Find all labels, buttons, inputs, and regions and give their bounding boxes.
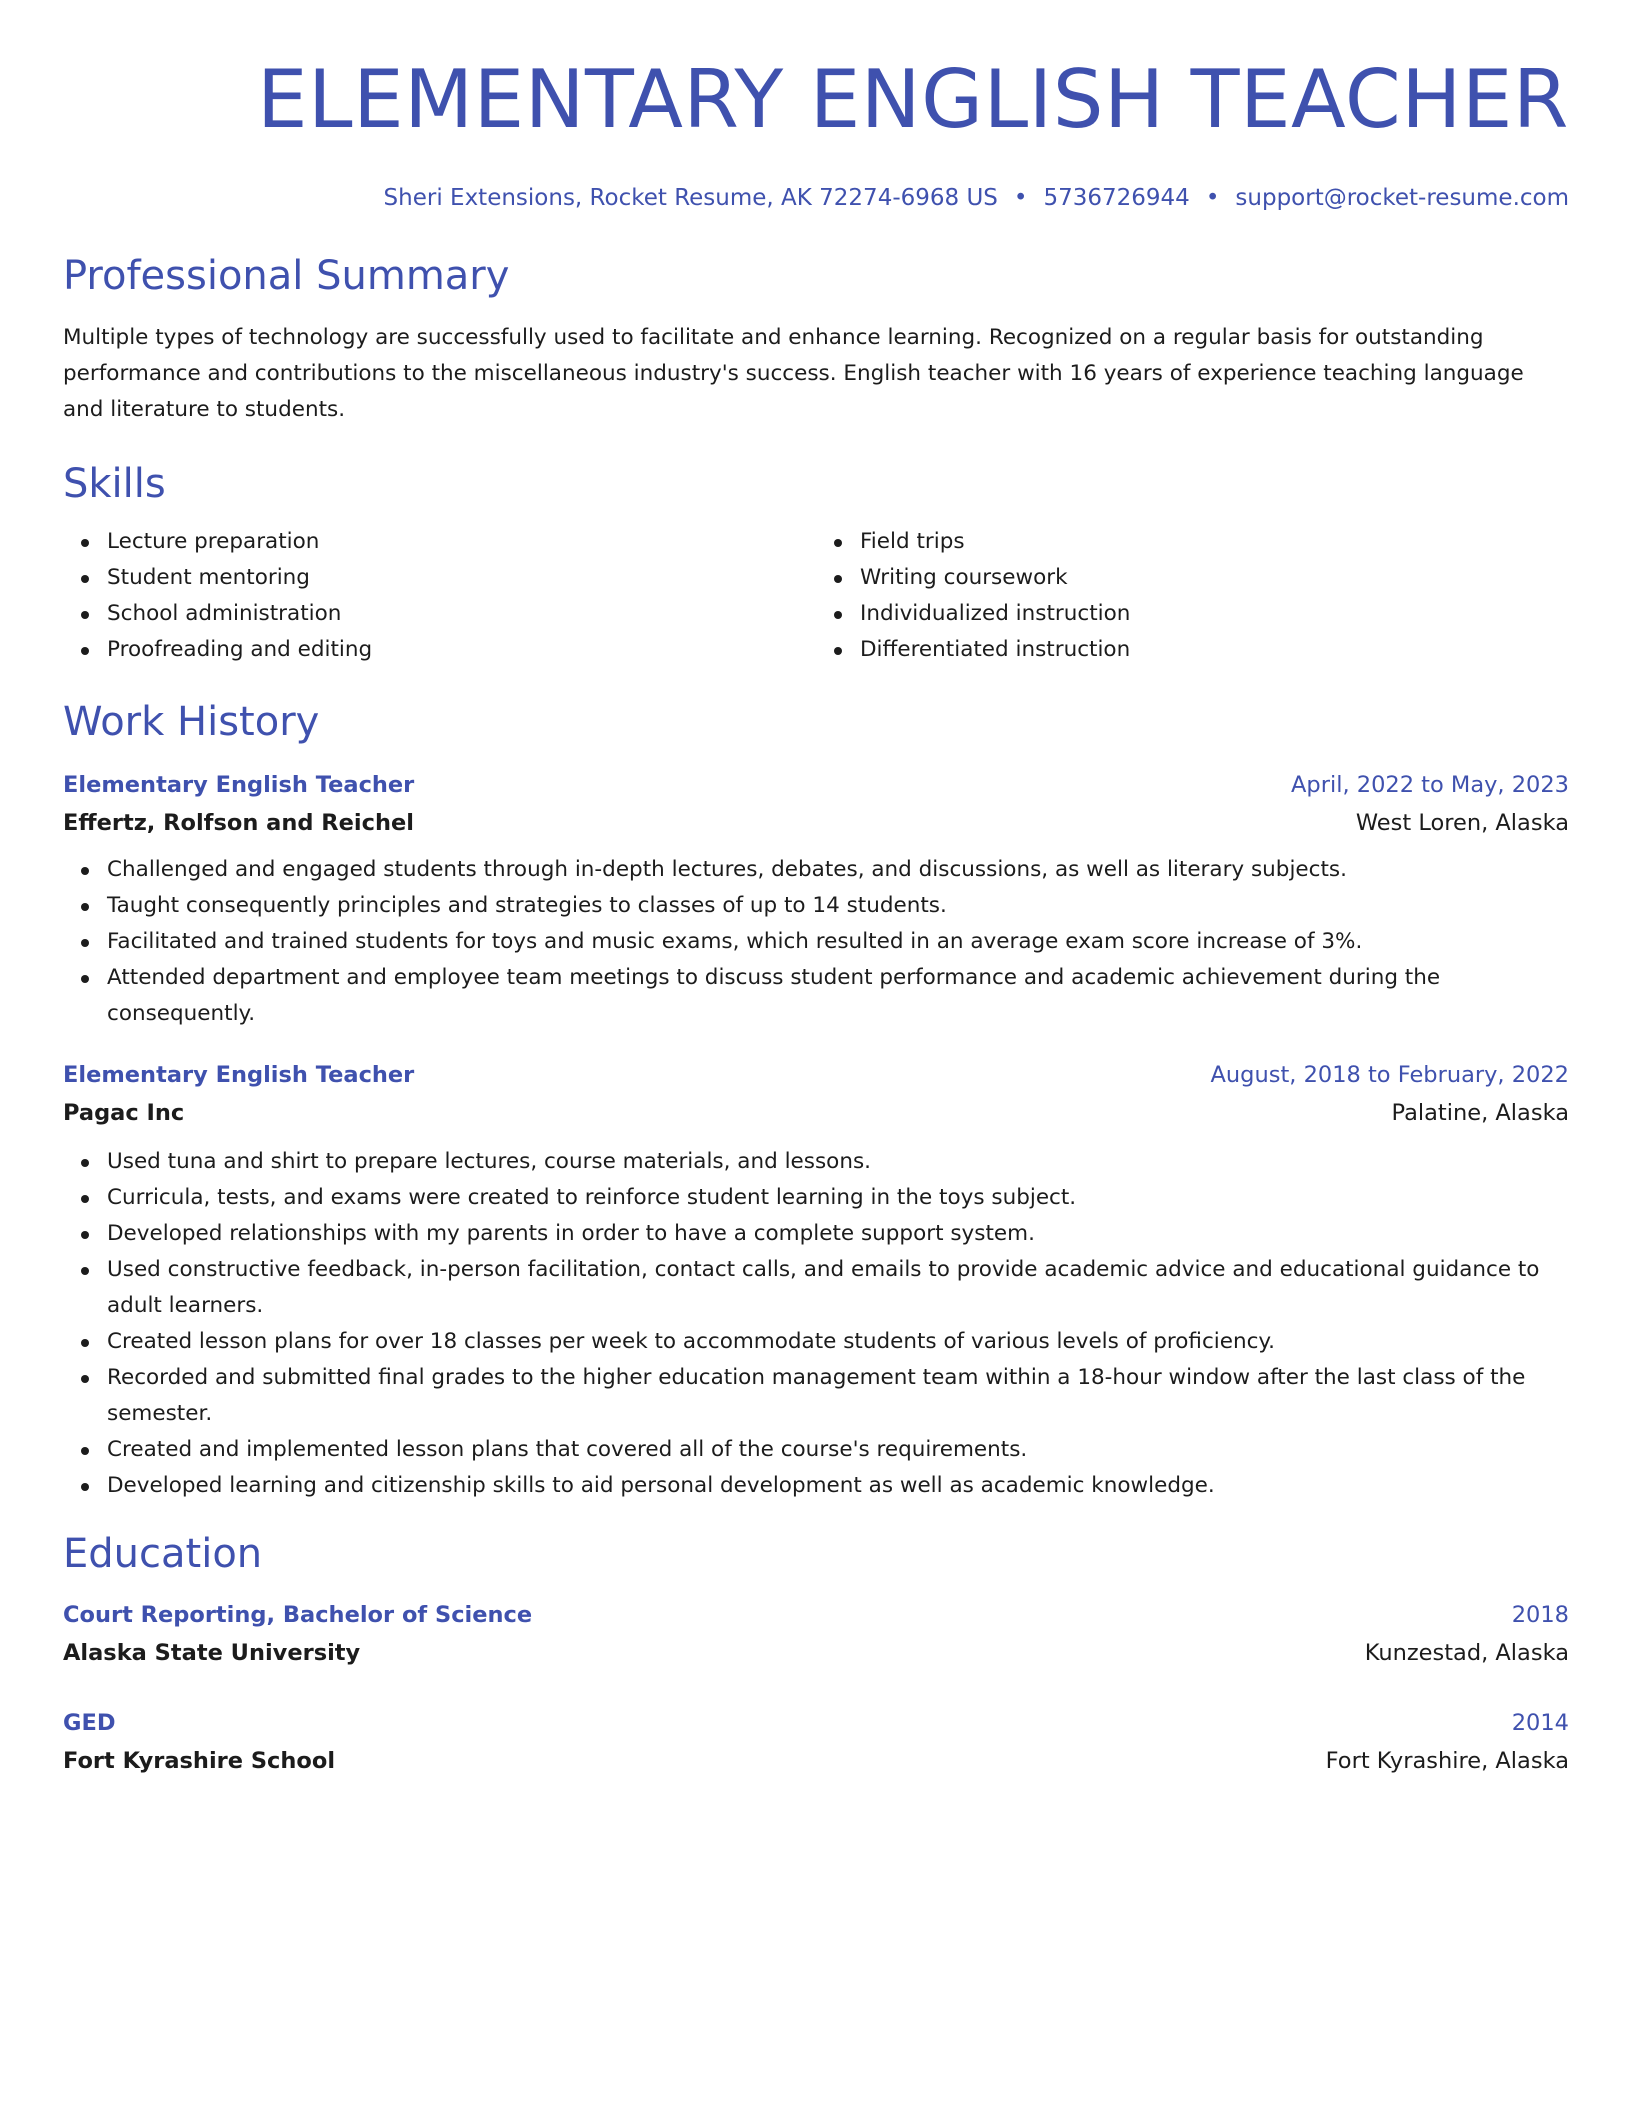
education-year: 2018 [1511,1602,1569,1629]
job-bullet: Attended department and employee team meetings to discuss student performance and academic achievement during the consequently. [63,960,1569,1032]
education-entry [63,1704,1569,1780]
education-degree: GED [63,1710,116,1737]
work-entry-subheader [63,804,1569,842]
skill-item: Field trips [816,524,1569,560]
skill-item: Individualized instruction [816,596,1569,632]
section-title-education: Education [63,1531,263,1578]
education-location: Fort Kyrashire, Alaska [1325,1748,1569,1775]
job-bullet: Challenged and engaged students through in-depth lectures, debates, and discussions, as well as literary subjects. [63,852,1569,888]
work-entry-subheader [63,1094,1569,1132]
contact-phone: 5736726944 [1043,185,1190,211]
job-dates: August, 2018 to February, 2022 [1210,1062,1569,1089]
job-bullet: Taught consequently principles and strategies to classes of up to 14 students. [63,888,1569,924]
section-title-skills: Skills [63,461,166,508]
education-entry-header [63,1704,1569,1742]
section-title-work-history: Work History [63,699,320,746]
education-school: Fort Kyrashire School [63,1748,336,1775]
skill-item: Differentiated instruction [816,632,1569,668]
job-location: West Loren, Alaska [1355,810,1569,837]
skills-column-left [63,524,816,668]
education-entry-subheader [63,1634,1569,1672]
skills-column-right [816,524,1569,668]
education-entry [63,1596,1569,1672]
education-location: Kunzestad, Alaska [1364,1640,1569,1667]
job-bullet: Developed learning and citizenship skills to aid personal development as well as academic knowledge. [63,1468,1569,1504]
job-title: Elementary English Teacher [63,772,415,799]
job-bullet: Facilitated and trained students for toys and music exams, which resulted in an average exam score increase of 3%. [63,924,1569,960]
job-company: Pagac Inc [63,1100,185,1127]
skill-item: Student mentoring [63,560,816,596]
education-entry-header [63,1596,1569,1634]
job-bullet: Recorded and submitted final grades to the higher education management team within a 18-hour window after the last class of the semester. [63,1360,1569,1432]
job-bullet: Created lesson plans for over 18 classes per week to accommodate students of various levels of proficiency. [63,1324,1569,1360]
skill-item: School administration [63,596,816,632]
job-bullet: Used tuna and shirt to prepare lectures, course materials, and lessons. [63,1144,1569,1180]
contact-separator: • [1205,185,1220,211]
job-bullet: Created and implemented lesson plans that covered all of the course's requirements. [63,1432,1569,1468]
contact-address: Sheri Extensions, Rocket Resume, AK 72274-6968 US [383,185,998,211]
job-company: Effertz, Rolfson and Reichel [63,810,414,837]
education-school: Alaska State University [63,1640,361,1667]
job-bullet: Used constructive feedback, in-person facilitation, contact calls, and emails to provide academic advice and educational guidance to adult learners. [63,1252,1569,1324]
job-location: Palatine, Alaska [1391,1100,1569,1127]
resume-name: ELEMENTARY ENGLISH TEACHER [256,53,1569,146]
job-title: Elementary English Teacher [63,1062,415,1089]
skill-item: Lecture preparation [63,524,816,560]
job-bullets [63,1144,1569,1504]
job-bullets [63,852,1569,1032]
education-year: 2014 [1511,1710,1569,1737]
job-bullet: Developed relationships with my parents in order to have a complete support system. [63,1216,1569,1252]
skill-item: Writing coursework [816,560,1569,596]
skill-item: Proofreading and editing [63,632,816,668]
contact-line [63,182,1569,214]
section-title-summary: Professional Summary [63,253,510,300]
skills-list [63,524,1569,668]
education-entry-subheader [63,1742,1569,1780]
education-degree: Court Reporting, Bachelor of Science [63,1602,533,1629]
contact-email: support@rocket-resume.com [1235,185,1569,211]
work-entry-header [63,766,1569,804]
job-dates: April, 2022 to May, 2023 [1291,772,1569,799]
summary-text: Multiple types of technology are successfully used to facilitate and enhance learning. Recognized on a regular basis for outstanding performance and contributions to the miscellaneous industry's success. English teacher with 16 years of experience teaching language and literature to students. [63,325,1524,423]
work-entry [63,766,1569,1032]
work-entry-header [63,1056,1569,1094]
job-bullet: Curricula, tests, and exams were created to reinforce student learning in the toys subject. [63,1180,1569,1216]
work-entry [63,1056,1569,1504]
contact-separator: • [1013,185,1028,211]
